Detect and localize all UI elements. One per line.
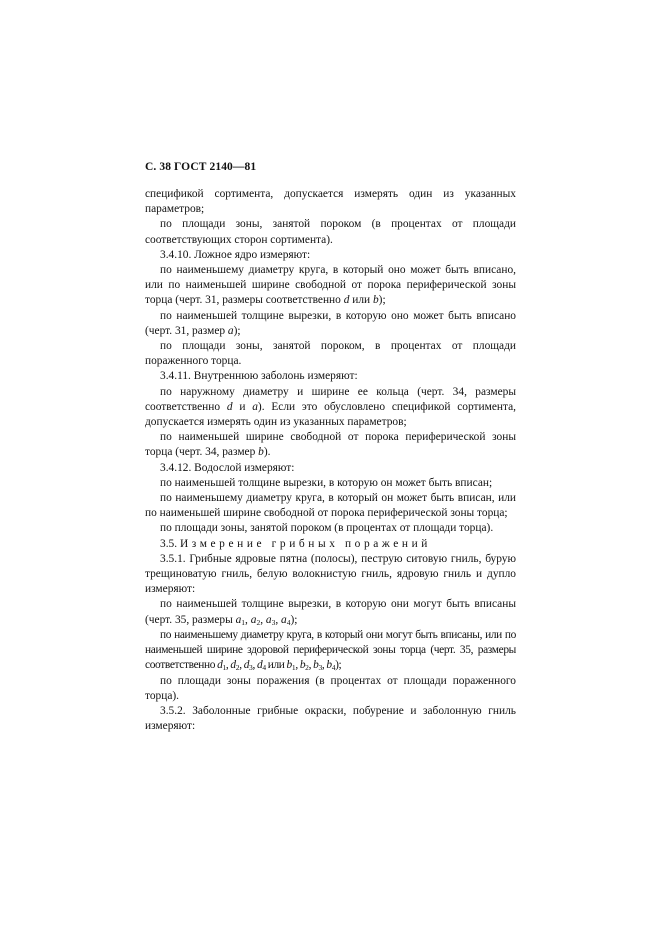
section-heading: 3.5. Измерение грибных поражений bbox=[160, 537, 431, 550]
paragraph: 3.5.2. Заболонные грибные окраски, побурение и заболонную гниль измеряют: bbox=[145, 704, 516, 733]
paragraph: по наименьшей толщине вырезки, в которую оно может быть вписано (черт. 31, размер a); bbox=[145, 309, 516, 337]
paragraph: по площади зоны, занятой пороком, в процентах от площади пораженного торца. bbox=[145, 340, 516, 368]
paragraph: по наименьшему диаметру круга, в который они могут быть вписаны, или по наименьшей ширине здоровой периферической зоны торца (черт. 35, размеры соответственно $d_1$, $d_2$, $d_3$, $d_4$ или $b_1$, $b_2$, $b_3$, $b_4$); bbox=[145, 628, 516, 673]
clause-heading: 3.4.11. Внутреннюю заболонь измеряют: bbox=[160, 370, 358, 383]
paragraph: по наименьшему диаметру круга, в который он может быть вписан, или по наименьшей ширине свободной от порока периферической зоны торца; bbox=[145, 492, 516, 520]
paragraph: по площади зоны поражения (в процентах от площади пораженного торца). bbox=[145, 674, 516, 702]
body-text bbox=[145, 187, 516, 734]
paragraph: 3.5.1. Грибные ядровые пятна (полосы), пеструю ситовую гниль, бурую трещиноватую гниль, белую волокнистую гниль, ядровую гниль и дупло измеряют: bbox=[145, 552, 516, 596]
paragraph: по наименьшей толщине вырезки, в которую они могут быть вписаны (черт. 35, размеры $a_1$, $a_2$, $a_3$, $a_4$); bbox=[145, 598, 516, 627]
clause-heading: 3.4.10. Ложное ядро измеряют: bbox=[160, 248, 311, 261]
paragraph: по площади зоны, занятой пороком (в процентах от площади соответствующих сторон сортимента). bbox=[145, 218, 516, 246]
paragraph: спецификой сортимента, допускается измерять один из указанных параметров; bbox=[145, 188, 516, 216]
paragraph: по наименьшей толщине вырезки, в которую он может быть вписан; bbox=[160, 476, 493, 489]
paragraph: по наружному диаметру и ширине ее кольца (черт. 34, размеры соответственно d и a). Если это обусловлено спецификой сортимента, допускается измерять один из указанных параметров; bbox=[145, 385, 517, 429]
clause-heading: 3.4.12. Водослой измеряют: bbox=[160, 461, 295, 474]
paragraph: по наименьшему диаметру круга, в который оно может быть вписано, или по наименьшей ширине свободной от порока периферической зоны торца (черт. 31, размеры соответственно d или b); bbox=[145, 264, 516, 307]
page-header: С. 38 ГОСТ 2140—81 bbox=[145, 161, 257, 173]
paragraph: по наименьшей ширине свободной от порока периферической зоны торца (черт. 34, размер b). bbox=[145, 431, 516, 459]
paragraph: по площади зоны, занятой пороком (в процентах от площади торца). bbox=[160, 522, 494, 535]
